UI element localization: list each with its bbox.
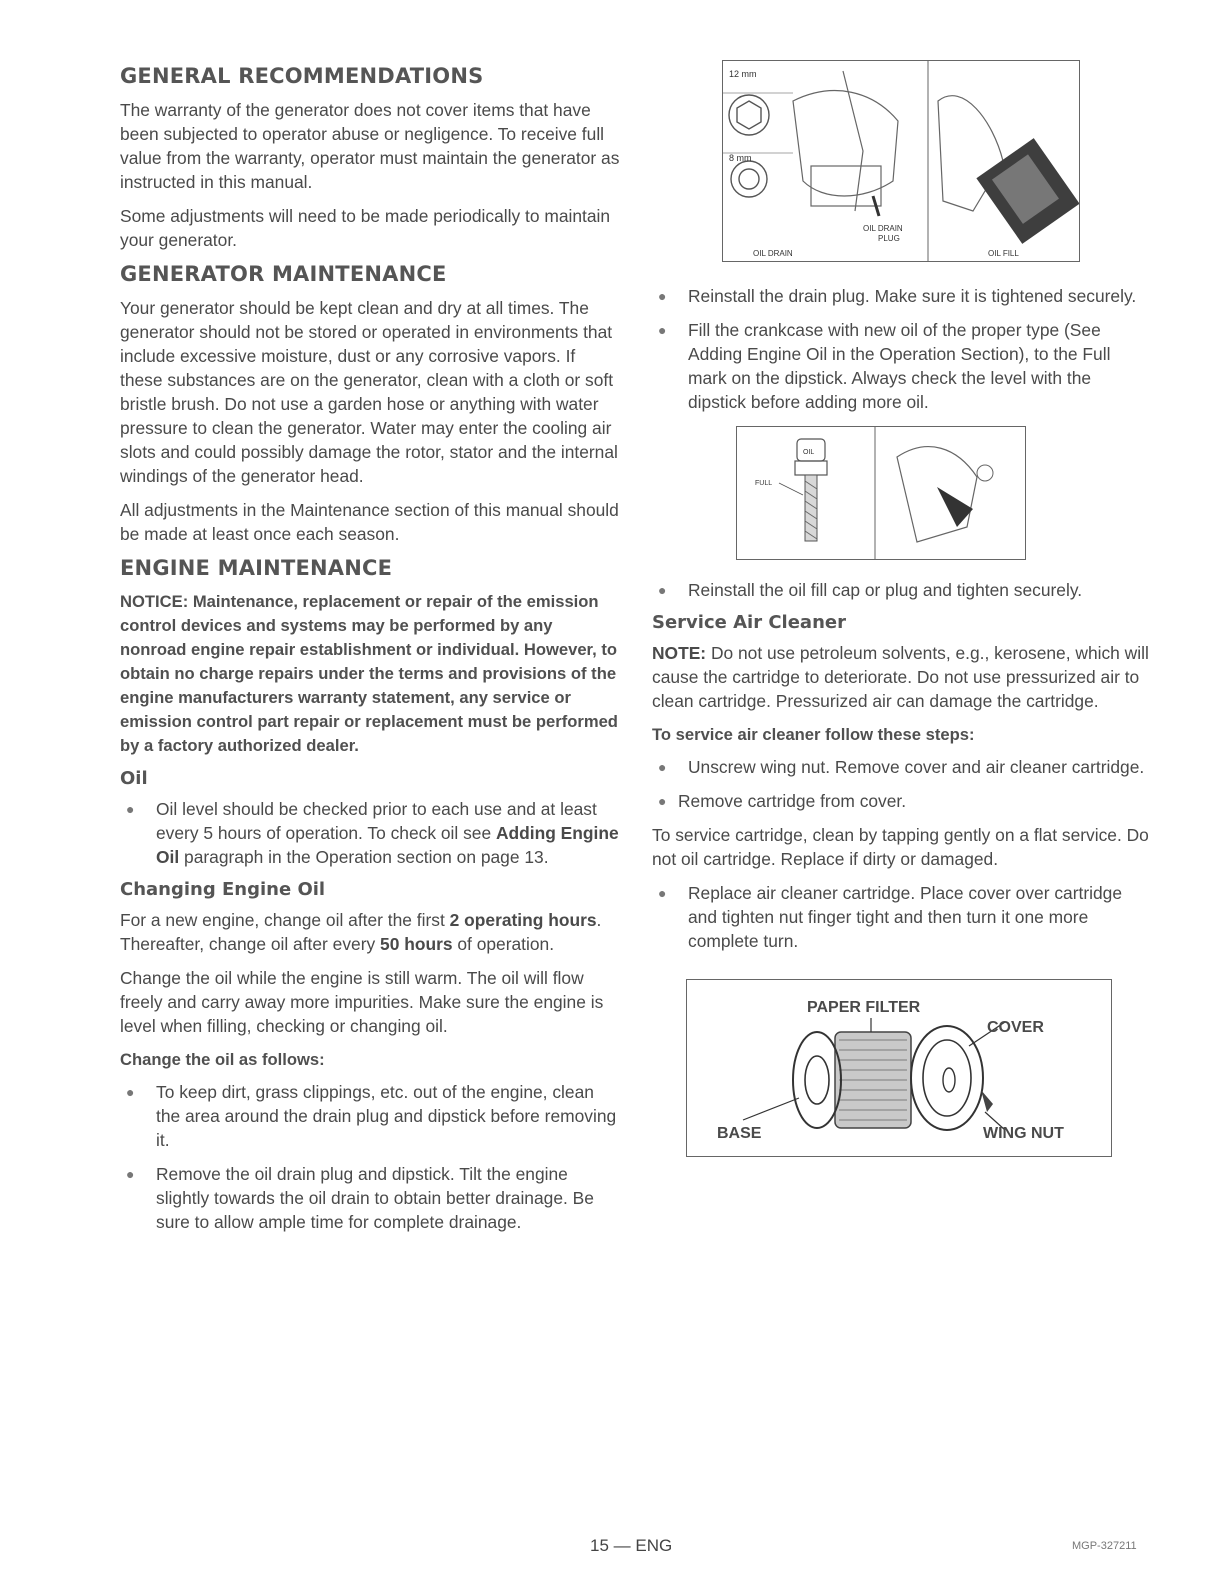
general-paragraph-1: The warranty of the generator does not cover items that have been subjected to operator abuse or negligence. To receive full value from the warranty, operator must maintain the generator as instructed in this manual. (120, 100, 620, 192)
service-cartridge-paragraph: To service cartridge, clean by tapping gently on a flat service. Do not oil cartridge. Replace if dirty or damaged. (652, 825, 1149, 869)
dipstick-illustration (737, 427, 1025, 559)
svg-text:PAPER FILTER: PAPER FILTER (807, 999, 921, 1016)
right-column (652, 60, 1152, 1157)
svg-text:FULL: FULL (755, 480, 773, 487)
generator-maintenance-paragraph-1: Your generator should be kept clean and dry at all times. The generator should not be stored or operated in environments that include excessive moisture, dust or any corrosive vapors. If these substances are on the generator, clean with a cloth or soft bristle brush. Do not use a garden hose or anything with water pressure to clean the generator. Water may enter the cooling air slots and could possibly damage the rotor, stator and the internal windings of the generator head. (120, 298, 618, 486)
air-cleaner-note: NOTE: Do not use petroleum solvents, e.g., kerosene, which will cause the cartridge to deteriorate. Do not use pressurized air to clean cartridge. Pressurized air can damage the cartridge. (652, 643, 1149, 711)
air-cleaner-illustration (687, 980, 1111, 1156)
bullet-dot-icon: ● (658, 582, 667, 598)
general-recommendations-heading: GENERAL RECOMMENDATIONS (120, 64, 484, 88)
svg-text:OIL FILL: OIL FILL (988, 249, 1019, 258)
bullet-dot-icon: ● (658, 322, 667, 338)
fill-crankcase-bullet: ● Fill the crankcase with new oil of the proper type (See Adding Engine Oil in the Operation Section), to the Full mark on the dipstick. Always check the level with the dipstick before adding more oil. (658, 320, 1111, 412)
remove-cartridge-bullet: ● Remove cartridge from cover. (658, 791, 907, 811)
unscrew-wing-nut-bullet: ● Unscrew wing nut. Remove cover and air cleaner cartridge. (658, 757, 1145, 777)
generator-maintenance-heading: GENERATOR MAINTENANCE (120, 262, 447, 286)
change-oil-steps-heading: Change the oil as follows: (120, 1050, 325, 1069)
air-cleaner-figure (686, 979, 1112, 1157)
general-paragraph-2: Some adjustments will need to be made periodically to maintain your generator. (120, 206, 611, 250)
left-column (120, 60, 620, 1244)
adding-engine-oil-reference: Adding Engine Oil (156, 823, 619, 867)
bullet-dot-icon: ● (658, 288, 667, 304)
dipstick-figure (736, 426, 1026, 560)
reinstall-fill-cap-bullet: ● Reinstall the oil fill cap or plug and tighten securely. (658, 580, 1083, 600)
air-cleaner-steps-heading: To service air cleaner follow these steps: (652, 725, 975, 744)
change-oil-bullet-2: ● Remove the oil drain plug and dipstick. Tilt the engine slightly towards the oil drain to obtain better drainage. Be sure to allow ample time for complete drainage. (126, 1164, 594, 1232)
svg-text:BASE: BASE (717, 1125, 762, 1142)
reinstall-drain-plug-bullet: ● Reinstall the drain plug. Make sure it is tightened securely. (658, 286, 1137, 306)
document-code: MGP-327211 (1072, 1540, 1137, 1552)
oil-heading: Oil (120, 768, 148, 789)
bullet-dot-icon: ● (658, 759, 667, 775)
bullet-dot-icon: ● (658, 885, 667, 901)
svg-text:OIL DRAIN: OIL DRAIN (863, 224, 903, 233)
svg-text:WING NUT: WING NUT (983, 1125, 1064, 1142)
svg-text:12 mm: 12 mm (729, 69, 757, 79)
engine-maintenance-heading: ENGINE MAINTENANCE (120, 556, 393, 580)
bullet-dot-icon: ● (658, 793, 667, 809)
oil-drain-fill-illustration (723, 61, 1079, 261)
oil-check-bullet: ● Oil level should be checked prior to each use and at least every 5 hours of operation. To check oil see Adding Engine Oil paragraph in the Operation section on page 13. (126, 799, 619, 867)
bullet-dot-icon: ● (126, 1084, 135, 1100)
svg-text:COVER: COVER (987, 1019, 1044, 1036)
svg-text:OIL DRAIN: OIL DRAIN (753, 249, 793, 258)
changing-engine-oil-heading: Changing Engine Oil (120, 879, 326, 900)
emission-notice: NOTICE: Maintenance, replacement or repair of the emission control devices and systems may be performed by any nonroad engine repair establishment or individual. However, to obtain no charge repairs under the terms and provisions of the engine manufacturers warranty statement, any service or emission control part repair or replacement must be performed by a factory authorized dealer. (120, 592, 618, 755)
svg-text:8 mm: 8 mm (729, 153, 752, 163)
oil-drain-fill-figure (722, 60, 1080, 262)
changing-oil-warm-paragraph: Change the oil while the engine is still warm. The oil will flow freely and carry away more impurities. Make sure the engine is level when filling, checking or changing oil. (120, 968, 604, 1036)
svg-text:OIL: OIL (803, 449, 815, 456)
replace-cartridge-bullet: ● Replace air cleaner cartridge. Place cover over cartridge and tighten nut finger tight and then turn it one more complete turn. (658, 883, 1123, 951)
generator-maintenance-paragraph-2: All adjustments in the Maintenance section of this manual should be made at least once each season. (120, 500, 619, 544)
changing-oil-interval-paragraph: For a new engine, change oil after the first 2 operating hours. Thereafter, change oil after every 50 hours of operation. (120, 910, 602, 954)
bullet-dot-icon: ● (126, 1166, 135, 1182)
svg-text:PLUG: PLUG (878, 234, 900, 243)
change-oil-bullet-1: ● To keep dirt, grass clippings, etc. out of the engine, clean the area around the drain plug and dipstick before removing it. (126, 1082, 617, 1150)
bullet-dot-icon: ● (126, 801, 135, 817)
page-number: 15 — ENG (590, 1536, 673, 1555)
service-air-cleaner-heading: Service Air Cleaner (652, 612, 846, 633)
